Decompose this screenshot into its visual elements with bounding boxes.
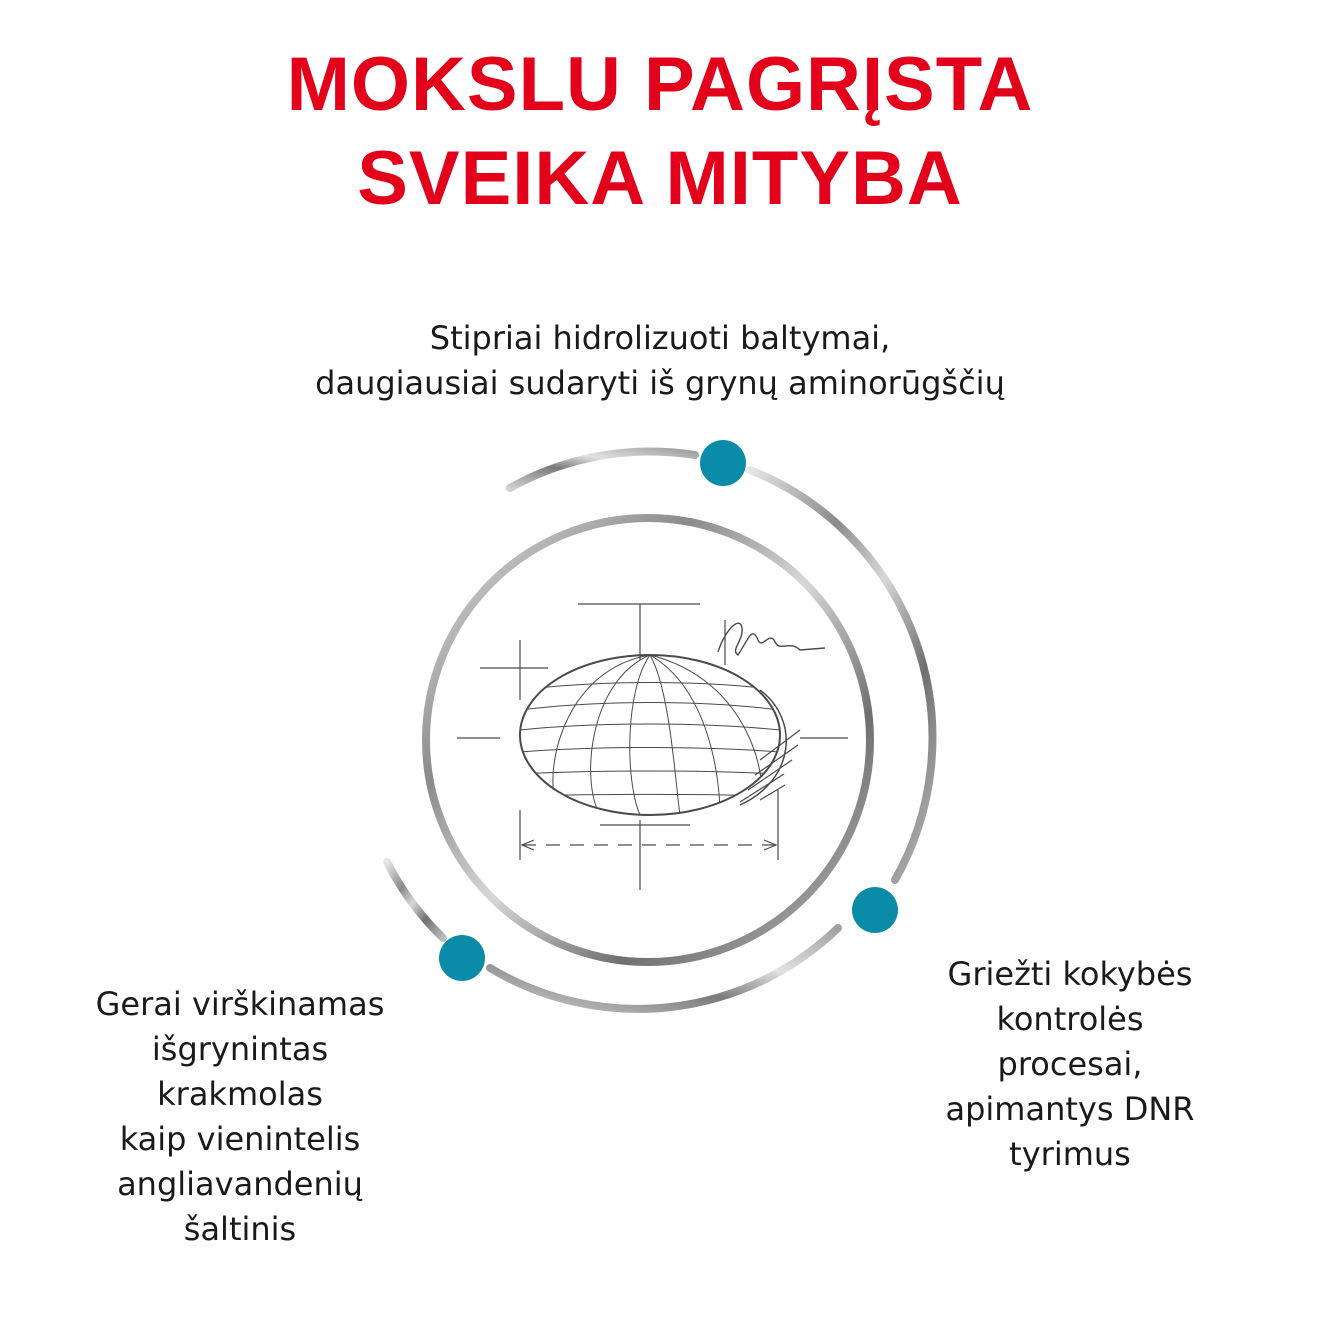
benefit-top-line-1: Stipriai hidrolizuoti baltymai, xyxy=(429,319,891,357)
title-line-2: SVEIKA MITYBA xyxy=(357,136,963,221)
benefit-right-line-5: tyrimus xyxy=(1009,1135,1131,1173)
benefit-left-line-3: krakmolas xyxy=(157,1075,323,1113)
dot-right-icon xyxy=(852,887,898,933)
outer-arc-left xyxy=(387,862,443,938)
dot-left-icon xyxy=(439,935,485,981)
benefit-top-line-2: daugiausiai sudaryti iš grynų aminorūgščių xyxy=(315,364,1005,402)
inner-ring xyxy=(426,518,870,962)
benefit-right-line-1: Griežti kokybės xyxy=(947,955,1193,993)
benefit-left-line-1: Gerai virškinamas xyxy=(95,985,385,1023)
title-line-1: MOKSLU PAGRĮSTA xyxy=(286,42,1034,127)
dot-top-icon xyxy=(700,440,746,486)
outer-arc-bottom xyxy=(490,928,838,1009)
benefit-left-line-2: išgrynintas xyxy=(151,1030,329,1068)
benefit-right-line-2: kontrolės xyxy=(996,1000,1144,1038)
benefit-left-line-5: angliavandenių xyxy=(117,1165,363,1203)
benefit-top-text xyxy=(260,316,1060,406)
outer-arc-top-left xyxy=(510,452,695,488)
benefit-left-line-6: šaltinis xyxy=(183,1210,297,1248)
benefit-right-line-4: apimantys DNR xyxy=(945,1090,1195,1128)
outer-arc-right xyxy=(750,470,932,880)
benefit-left-text xyxy=(40,982,440,1252)
benefit-right-line-3: procesai, xyxy=(997,1045,1143,1083)
kibble-sketch-icon xyxy=(457,604,848,890)
benefit-right-text xyxy=(890,952,1250,1177)
benefit-left-line-4: kaip vienintelis xyxy=(119,1120,361,1158)
